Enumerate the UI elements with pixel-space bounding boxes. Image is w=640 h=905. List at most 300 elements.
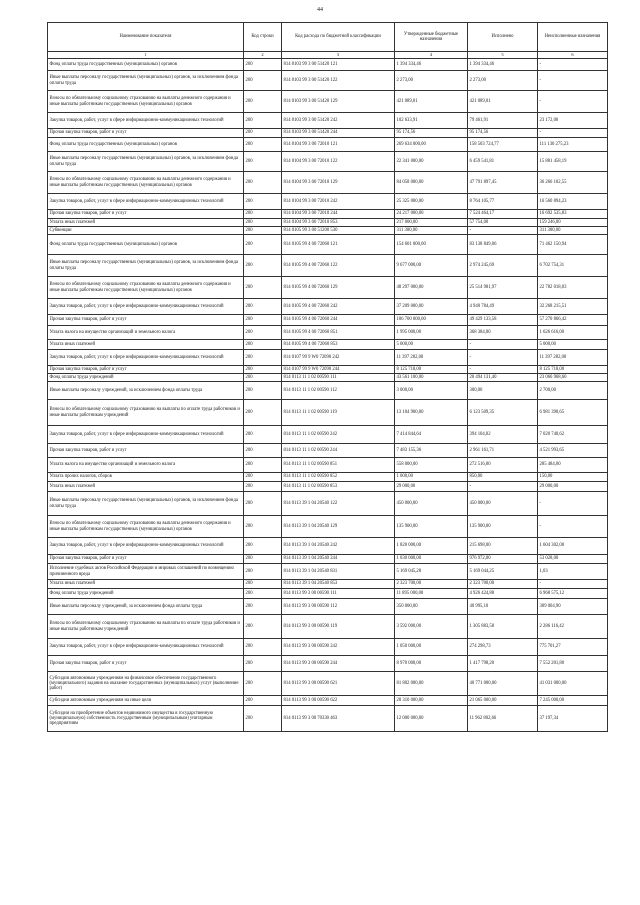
row-approved: 135 900,00 (395, 516, 468, 538)
row-executed: 40 771 000,00 (468, 672, 538, 696)
row-expense-code: 814 0113 99 3 00 00590 244 (282, 656, 395, 672)
row-approved: 11 895 000,00 (395, 589, 468, 599)
row-unexecuted: - (538, 492, 608, 516)
row-executed: 1 305 883,58 (468, 615, 538, 639)
row-name: Закупка товаров, работ, услуг в сфере информационно-коммуникационных технологий (48, 639, 244, 656)
row-expense-code: 814 0113 11 1 02 00590 851 (282, 458, 395, 473)
row-approved: 12 000 000,00 (395, 706, 468, 732)
row-line-code: 200 (244, 227, 282, 235)
row-approved: 81 802 000,00 (395, 672, 468, 696)
row-unexecuted: 285 484,00 (538, 458, 608, 473)
row-name: Иные выплаты персоналу учреждений, за исключением фонда оплаты труда (48, 382, 244, 400)
table-row (48, 340, 608, 350)
row-expense-code: 814 0113 99 3 00 00590 621 (282, 672, 395, 696)
row-unexecuted: 7 552 201,80 (538, 656, 608, 672)
table-row (48, 129, 608, 138)
row-approved: 1 995 000,00 (395, 326, 468, 340)
row-expense-code: 814 0113 39 1 04 20540 831 (282, 564, 395, 580)
row-line-code: 200 (244, 696, 282, 706)
row-line-code: 200 (244, 374, 282, 382)
row-executed: - (468, 350, 538, 366)
row-name: Закупка товаров, работ, услуг в сфере информационно-коммуникационных технологий (48, 538, 244, 555)
row-unexecuted: 8 125 718,00 (538, 366, 608, 374)
table-row (48, 382, 608, 400)
row-line-code: 200 (244, 129, 282, 138)
row-name: Уплата иных платежей (48, 580, 244, 589)
table-row (48, 400, 608, 426)
row-line-code: 200 (244, 426, 282, 444)
table-header-row (48, 23, 608, 52)
row-line-code: 200 (244, 492, 282, 516)
row-executed: 368 384,00 (468, 326, 538, 340)
row-expense-code: 814 0113 99 3 00 00590 622 (282, 696, 395, 706)
row-unexecuted: 5 000,00 (538, 340, 608, 350)
row-approved: 3 592 000,00 (395, 615, 468, 639)
table-row (48, 172, 608, 194)
column-number: 1 (48, 52, 244, 59)
row-name: Иные выплаты персоналу государственных (муниципальных) органов, за исключением фонда оплаты труда (48, 255, 244, 277)
row-name: Уплата налога на имущество организаций и земельного налога (48, 458, 244, 473)
row-unexecuted: 6 981 390,65 (538, 400, 608, 426)
row-expense-code: 814 0104 99 3 00 72010 853 (282, 219, 395, 227)
row-name: Фонд оплаты труда учреждений (48, 374, 244, 382)
header-expense-code: Код расхода по бюджетной классификации (282, 23, 395, 52)
row-unexecuted: 53 028,00 (538, 555, 608, 564)
row-line-code: 200 (244, 564, 282, 580)
row-line-code: 200 (244, 138, 282, 152)
row-unexecuted: 4 521 993,65 (538, 444, 608, 458)
row-unexecuted: 159 246,00 (538, 219, 608, 227)
row-unexecuted: - (538, 516, 608, 538)
row-approved: 2 323 700,00 (395, 580, 468, 589)
row-name: Закупка товаров, работ, услуг в сфере информационно-коммуникационных технологий (48, 350, 244, 366)
row-approved: 28 310 000,00 (395, 696, 468, 706)
row-name: Прочая закупка товаров, работ и услуг (48, 210, 244, 219)
row-executed: 850,00 (468, 473, 538, 482)
row-executed: 135 900,00 (468, 516, 538, 538)
row-unexecuted: 6 702 754,31 (538, 255, 608, 277)
row-unexecuted: 57 270 866,42 (538, 315, 608, 326)
row-executed: 2 323 700,00 (468, 580, 538, 589)
column-number-row (48, 52, 608, 59)
row-approved: 24 217 000,00 (395, 210, 468, 219)
row-executed: 2 273,00 (468, 71, 538, 91)
row-name: Фонд оплаты труда государственных (муниципальных) органов (48, 59, 244, 71)
row-approved: 25 325 000,00 (395, 194, 468, 210)
row-name: Фонд оплаты труда государственных (муниципальных) органов (48, 138, 244, 152)
row-expense-code: 814 0105 99 4 00 72060 851 (282, 326, 395, 340)
row-executed: 4 926 424,88 (468, 589, 538, 599)
table-row (48, 589, 608, 599)
row-executed: 21 065 000,00 (468, 696, 538, 706)
row-executed: 450 000,00 (468, 492, 538, 516)
row-line-code: 200 (244, 615, 282, 639)
row-approved: 37 209 000,00 (395, 299, 468, 315)
row-unexecuted: 11 397 282,00 (538, 350, 608, 366)
row-line-code: 200 (244, 366, 282, 374)
row-expense-code: 814 0104 99 3 00 72010 242 (282, 194, 395, 210)
row-name: Уплата иных платежей (48, 482, 244, 492)
row-approved: 5 169 045,28 (395, 564, 468, 580)
row-approved: 311 300,00 (395, 227, 468, 235)
row-line-code: 200 (244, 656, 282, 672)
row-approved: 11 397 282,00 (395, 350, 468, 366)
table-row (48, 656, 608, 672)
row-unexecuted: 311 300,00 (538, 227, 608, 235)
row-line-code: 200 (244, 580, 282, 589)
row-approved: 1 394 334,46 (395, 59, 468, 71)
row-executed: 2 974 245,69 (468, 255, 538, 277)
row-name: Взносы по обязательному социальному страхованию на выплаты денежного содержания и иные выплаты работникам государственных (муниципальных) органов (48, 277, 244, 299)
row-line-code: 200 (244, 71, 282, 91)
row-expense-code: 814 0113 39 1 04 20540 122 (282, 492, 395, 516)
row-unexecuted: - (538, 59, 608, 71)
row-line-code: 200 (244, 152, 282, 172)
row-executed: 976 972,00 (468, 555, 538, 564)
row-line-code: 200 (244, 326, 282, 340)
row-expense-code: 814 0113 99 3 00 70330 463 (282, 706, 395, 732)
table-row (48, 482, 608, 492)
column-number: 6 (538, 52, 608, 59)
row-executed: 57 754,00 (468, 219, 538, 227)
row-executed: 8 764 105,77 (468, 194, 538, 210)
row-expense-code: 814 0113 99 3 00 00590 242 (282, 639, 395, 656)
row-approved: 13 104 900,00 (395, 400, 468, 426)
table-row (48, 366, 608, 374)
row-unexecuted: 7 020 740,62 (538, 426, 608, 444)
row-expense-code: 814 0105 99 4 00 72060 129 (282, 277, 395, 299)
row-line-code: 200 (244, 473, 282, 482)
table-row (48, 299, 608, 315)
row-executed: 394 104,02 (468, 426, 538, 444)
row-line-code: 200 (244, 382, 282, 400)
row-expense-code: 814 0113 11 1 02 00590 244 (282, 444, 395, 458)
row-executed: 300,00 (468, 382, 538, 400)
table-row (48, 458, 608, 473)
row-expense-code: 814 0105 99 4 00 72060 853 (282, 340, 395, 350)
row-line-code: 200 (244, 672, 282, 696)
row-expense-code: 814 0113 11 1 02 00590 242 (282, 426, 395, 444)
row-executed: 272 516,00 (468, 458, 538, 473)
row-line-code: 200 (244, 315, 282, 326)
row-name: Иные выплаты персоналу государственных (муниципальных) органов, за исключением фонда оплаты труда (48, 152, 244, 172)
row-name: Закупка товаров, работ, услуг в сфере информационно-коммуникационных технологий (48, 113, 244, 129)
header-name: Наименование показателя (48, 23, 244, 52)
table-row (48, 538, 608, 555)
table-row (48, 194, 608, 210)
row-executed: 11 962 802,66 (468, 706, 538, 732)
row-unexecuted: - (538, 71, 608, 91)
row-name: Иные выплаты персоналу государственных (муниципальных) органов, за исключением фонда оплаты труда (48, 71, 244, 91)
header-unexecuted: Неисполненные назначения (538, 23, 608, 52)
row-expense-code: 814 0105 99 4 00 72060 122 (282, 255, 395, 277)
table-row (48, 210, 608, 219)
table-row (48, 227, 608, 235)
row-expense-code: 814 0113 99 3 00 00590 111 (282, 589, 395, 599)
row-expense-code: 814 0113 39 1 04 20540 129 (282, 516, 395, 538)
row-unexecuted: 16 560 894,23 (538, 194, 608, 210)
row-unexecuted: 16 692 535,83 (538, 210, 608, 219)
row-executed: 1 417 798,20 (468, 656, 538, 672)
row-expense-code: 814 0113 39 1 04 20540 242 (282, 538, 395, 555)
table-row (48, 426, 608, 444)
row-expense-code: 814 0113 39 1 04 20540 244 (282, 555, 395, 564)
row-name: Прочая закупка товаров, работ и услуг (48, 366, 244, 374)
row-line-code: 200 (244, 299, 282, 315)
row-approved: 7 483 155,36 (395, 444, 468, 458)
row-line-code: 200 (244, 255, 282, 277)
table-row (48, 444, 608, 458)
row-approved: 154 601 000,00 (395, 235, 468, 255)
row-name: Взносы по обязательному социальному страхованию на выплаты денежного содержания и иные выплаты работникам государственных (муниципальных) органов (48, 172, 244, 194)
row-unexecuted: 36 266 102,55 (538, 172, 608, 194)
row-name: Взносы по обязательному социальному страхованию на выплаты денежного содержания и иные выплаты работникам государственных (муниципальных) органов (48, 516, 244, 538)
row-approved: 1 030 000,00 (395, 555, 468, 564)
row-unexecuted: 1 626 616,00 (538, 326, 608, 340)
page-number: 44 (317, 7, 323, 13)
row-approved: 7 414 844,64 (395, 426, 468, 444)
row-expense-code: 814 0113 11 1 02 00590 853 (282, 482, 395, 492)
table-row (48, 374, 608, 382)
table-row (48, 492, 608, 516)
row-line-code: 200 (244, 589, 282, 599)
row-line-code: 200 (244, 350, 282, 366)
row-expense-code: 814 0104 99 3 00 72010 122 (282, 152, 395, 172)
table-row (48, 277, 608, 299)
table-row (48, 326, 608, 340)
table-row (48, 706, 608, 732)
row-line-code: 200 (244, 400, 282, 426)
row-approved: 558 000,00 (395, 458, 468, 473)
row-executed: 5 169 044,25 (468, 564, 538, 580)
row-approved: 106 700 000,00 (395, 315, 468, 326)
row-line-code: 200 (244, 91, 282, 113)
row-name: Закупка товаров, работ, услуг в сфере информационно-коммуникационных технологий (48, 426, 244, 444)
row-unexecuted: 2 286 116,42 (538, 615, 608, 639)
row-line-code: 200 (244, 219, 282, 227)
row-executed: - (468, 227, 538, 235)
row-approved: 421 089,01 (395, 91, 468, 113)
row-approved: 102 633,91 (395, 113, 468, 129)
row-approved: 8 970 000,00 (395, 656, 468, 672)
row-approved: 450 000,00 (395, 492, 468, 516)
row-approved: 5 000,00 (395, 340, 468, 350)
table-row (48, 564, 608, 580)
row-expense-code: 814 0105 99 4 00 72060 244 (282, 315, 395, 326)
row-unexecuted: 7 245 000,00 (538, 696, 608, 706)
row-executed: - (468, 366, 538, 374)
row-expense-code: 814 0113 11 1 02 00590 111 (282, 374, 395, 382)
row-name: Уплата налога на имущество организаций и земельного налога (48, 326, 244, 340)
row-unexecuted: 23 172,00 (538, 113, 608, 129)
table-row (48, 516, 608, 538)
row-executed: 79 461,91 (468, 113, 538, 129)
row-expense-code: 814 0113 11 1 02 00590 852 (282, 473, 395, 482)
row-name: Прочая закупка товаров, работ и услуг (48, 129, 244, 138)
row-line-code: 200 (244, 59, 282, 71)
row-name: Иные выплаты персоналу государственных (муниципальных) органов, за исключением фонда оплаты труда (48, 492, 244, 516)
column-number: 5 (468, 52, 538, 59)
row-unexecuted: 1,03 (538, 564, 608, 580)
row-unexecuted: 41 031 000,00 (538, 672, 608, 696)
row-executed: 274 298,73 (468, 639, 538, 656)
row-executed: 4 940 784,49 (468, 299, 538, 315)
row-expense-code: 814 0107 99 9 W0 72090 242 (282, 350, 395, 366)
row-unexecuted: 1 604 302,00 (538, 538, 608, 555)
row-approved: 9 677 000,00 (395, 255, 468, 277)
row-line-code: 200 (244, 235, 282, 255)
row-unexecuted: - (538, 129, 608, 138)
row-line-code: 200 (244, 113, 282, 129)
row-name: Иные выплаты персоналу учреждений, за исключением фонда оплаты труда (48, 599, 244, 615)
table-row (48, 71, 608, 91)
row-unexecuted: 2 700,00 (538, 382, 608, 400)
row-unexecuted: 111 130 275,23 (538, 138, 608, 152)
row-line-code: 200 (244, 706, 282, 732)
row-name: Фонд оплаты труда учреждений (48, 589, 244, 599)
row-name: Закупка товаров, работ, услуг в сфере информационно-коммуникационных технологий (48, 194, 244, 210)
row-executed: - (468, 340, 538, 350)
row-line-code: 200 (244, 555, 282, 564)
row-unexecuted: - (538, 580, 608, 589)
row-line-code: 200 (244, 172, 282, 194)
row-approved: 43 561 100,00 (395, 374, 468, 382)
column-number: 3 (282, 52, 395, 59)
row-name: Прочая закупка товаров, работ и услуг (48, 656, 244, 672)
row-executed: 7 524 464,17 (468, 210, 538, 219)
row-executed: 47 791 897,45 (468, 172, 538, 194)
table-row (48, 350, 608, 366)
row-name: Взносы по обязательному социальному страхованию на выплаты денежного содержания и иные выплаты работникам государственных (муниципальных) органов (48, 91, 244, 113)
row-approved: 3 000,00 (395, 382, 468, 400)
row-executed: 6 123 509,35 (468, 400, 538, 426)
row-executed: - (468, 482, 538, 492)
table-row (48, 91, 608, 113)
row-line-code: 200 (244, 444, 282, 458)
table-row (48, 580, 608, 589)
row-name: Фонд оплаты труда государственных (муниципальных) органов (48, 235, 244, 255)
row-unexecuted: 15 881 458,19 (538, 152, 608, 172)
row-expense-code: 814 0113 11 1 02 00590 119 (282, 400, 395, 426)
row-expense-code: 814 0113 99 3 00 00590 112 (282, 599, 395, 615)
table-row (48, 219, 608, 227)
column-number: 2 (244, 52, 282, 59)
row-line-code: 200 (244, 194, 282, 210)
row-approved: 8 125 718,00 (395, 366, 468, 374)
row-name: Субсидии автономным учреждениям на финансовое обеспечение государственного (муниципального) задания на оказание государственных (муниципальных) услуг (выполнение работ) (48, 672, 244, 696)
table-row (48, 255, 608, 277)
row-approved: 2 273,00 (395, 71, 468, 91)
header-executed: Исполнено (468, 23, 538, 52)
table-row (48, 235, 608, 255)
row-expense-code: 814 0103 99 3 00 51420 121 (282, 59, 395, 71)
row-expense-code: 814 0104 99 3 00 72010 121 (282, 138, 395, 152)
row-name: Субвенции (48, 227, 244, 235)
row-executed: 25 514 981,97 (468, 277, 538, 299)
table-row (48, 639, 608, 656)
row-name: Уплата иных платежей (48, 340, 244, 350)
row-expense-code: 814 0104 99 3 00 72010 244 (282, 210, 395, 219)
row-unexecuted: 6 968 575,12 (538, 589, 608, 599)
column-number: 4 (395, 52, 468, 59)
row-executed: 83 138 849,06 (468, 235, 538, 255)
row-expense-code: 814 0113 99 3 00 00590 119 (282, 615, 395, 639)
row-name: Взносы по обязательному социальному страхованию на выплаты по оплате труда работников и иные выплаты работникам учреждений (48, 400, 244, 426)
row-line-code: 200 (244, 599, 282, 615)
header-line-code: Код строки (244, 23, 282, 52)
row-executed: 1 394 334,46 (468, 59, 538, 71)
row-expense-code: 814 0103 99 3 00 51420 129 (282, 91, 395, 113)
row-unexecuted: - (538, 91, 608, 113)
table-row (48, 152, 608, 172)
row-approved: 48 297 000,00 (395, 277, 468, 299)
row-unexecuted: 29 000,00 (538, 482, 608, 492)
row-name: Уплата иных платежей (48, 219, 244, 227)
table-body (48, 59, 608, 732)
row-executed: 2 961 161,71 (468, 444, 538, 458)
row-executed: 95 174,56 (468, 129, 538, 138)
row-expense-code: 814 0113 11 1 02 00590 112 (282, 382, 395, 400)
row-executed: 49 429 133,58 (468, 315, 538, 326)
row-line-code: 200 (244, 458, 282, 473)
table-row (48, 555, 608, 564)
row-line-code: 200 (244, 210, 282, 219)
row-expense-code: 814 0105 99 4 00 72060 242 (282, 299, 395, 315)
row-unexecuted: 32 268 215,51 (538, 299, 608, 315)
row-expense-code: 814 0105 99 4 00 72060 121 (282, 235, 395, 255)
row-approved: 217 000,00 (395, 219, 468, 227)
row-approved: 84 058 000,00 (395, 172, 468, 194)
row-executed: 158 503 724,77 (468, 138, 538, 152)
row-expense-code: 814 0107 99 9 W0 72090 244 (282, 366, 395, 374)
row-expense-code: 814 0104 99 3 00 72010 129 (282, 172, 395, 194)
row-approved: 29 000,00 (395, 482, 468, 492)
row-executed: 20 494 131,40 (468, 374, 538, 382)
row-name: Субсидии автономным учреждениям на иные цели (48, 696, 244, 706)
row-name: Взносы по обязательному социальному страхованию на выплаты по оплате труда работников и иные выплаты работникам учреждений (48, 615, 244, 639)
row-name: Субсидии на приобретение объектов недвижимого имущества в государственную (муниципальную) собственность государственным (муниципальным) унитарным предприятиям (48, 706, 244, 732)
row-line-code: 200 (244, 277, 282, 299)
table-row (48, 672, 608, 696)
row-approved: 269 634 000,00 (395, 138, 468, 152)
row-approved: 1 000,00 (395, 473, 468, 482)
row-expense-code: 814 0103 99 3 00 51420 122 (282, 71, 395, 91)
table-row (48, 696, 608, 706)
row-approved: 1 820 000,00 (395, 538, 468, 555)
row-line-code: 200 (244, 482, 282, 492)
row-executed: 421 089,01 (468, 91, 538, 113)
row-name: Уплата прочих налогов, сборов (48, 473, 244, 482)
row-name: Прочая закупка товаров, работ и услуг (48, 315, 244, 326)
row-expense-code: 814 0105 99 3 00 51200 530 (282, 227, 395, 235)
row-expense-code: 814 0103 99 3 00 51420 242 (282, 113, 395, 129)
table-row (48, 315, 608, 326)
row-executed: 6 459 541,81 (468, 152, 538, 172)
row-line-code: 200 (244, 516, 282, 538)
row-unexecuted: 150,00 (538, 473, 608, 482)
row-unexecuted: 23 066 968,60 (538, 374, 608, 382)
row-unexecuted: 22 782 018,03 (538, 277, 608, 299)
row-unexecuted: 37 197,34 (538, 706, 608, 732)
row-approved: 350 000,00 (395, 599, 468, 615)
table-row (48, 59, 608, 71)
row-name: Закупка товаров, работ, услуг в сфере информационно-коммуникационных технологий (48, 299, 244, 315)
table-row (48, 599, 608, 615)
table-row (48, 113, 608, 129)
row-name: Прочая закупка товаров, работ и услуг (48, 555, 244, 564)
row-name: Прочая закупка товаров, работ и услуг (48, 444, 244, 458)
row-approved: 22 341 000,00 (395, 152, 468, 172)
